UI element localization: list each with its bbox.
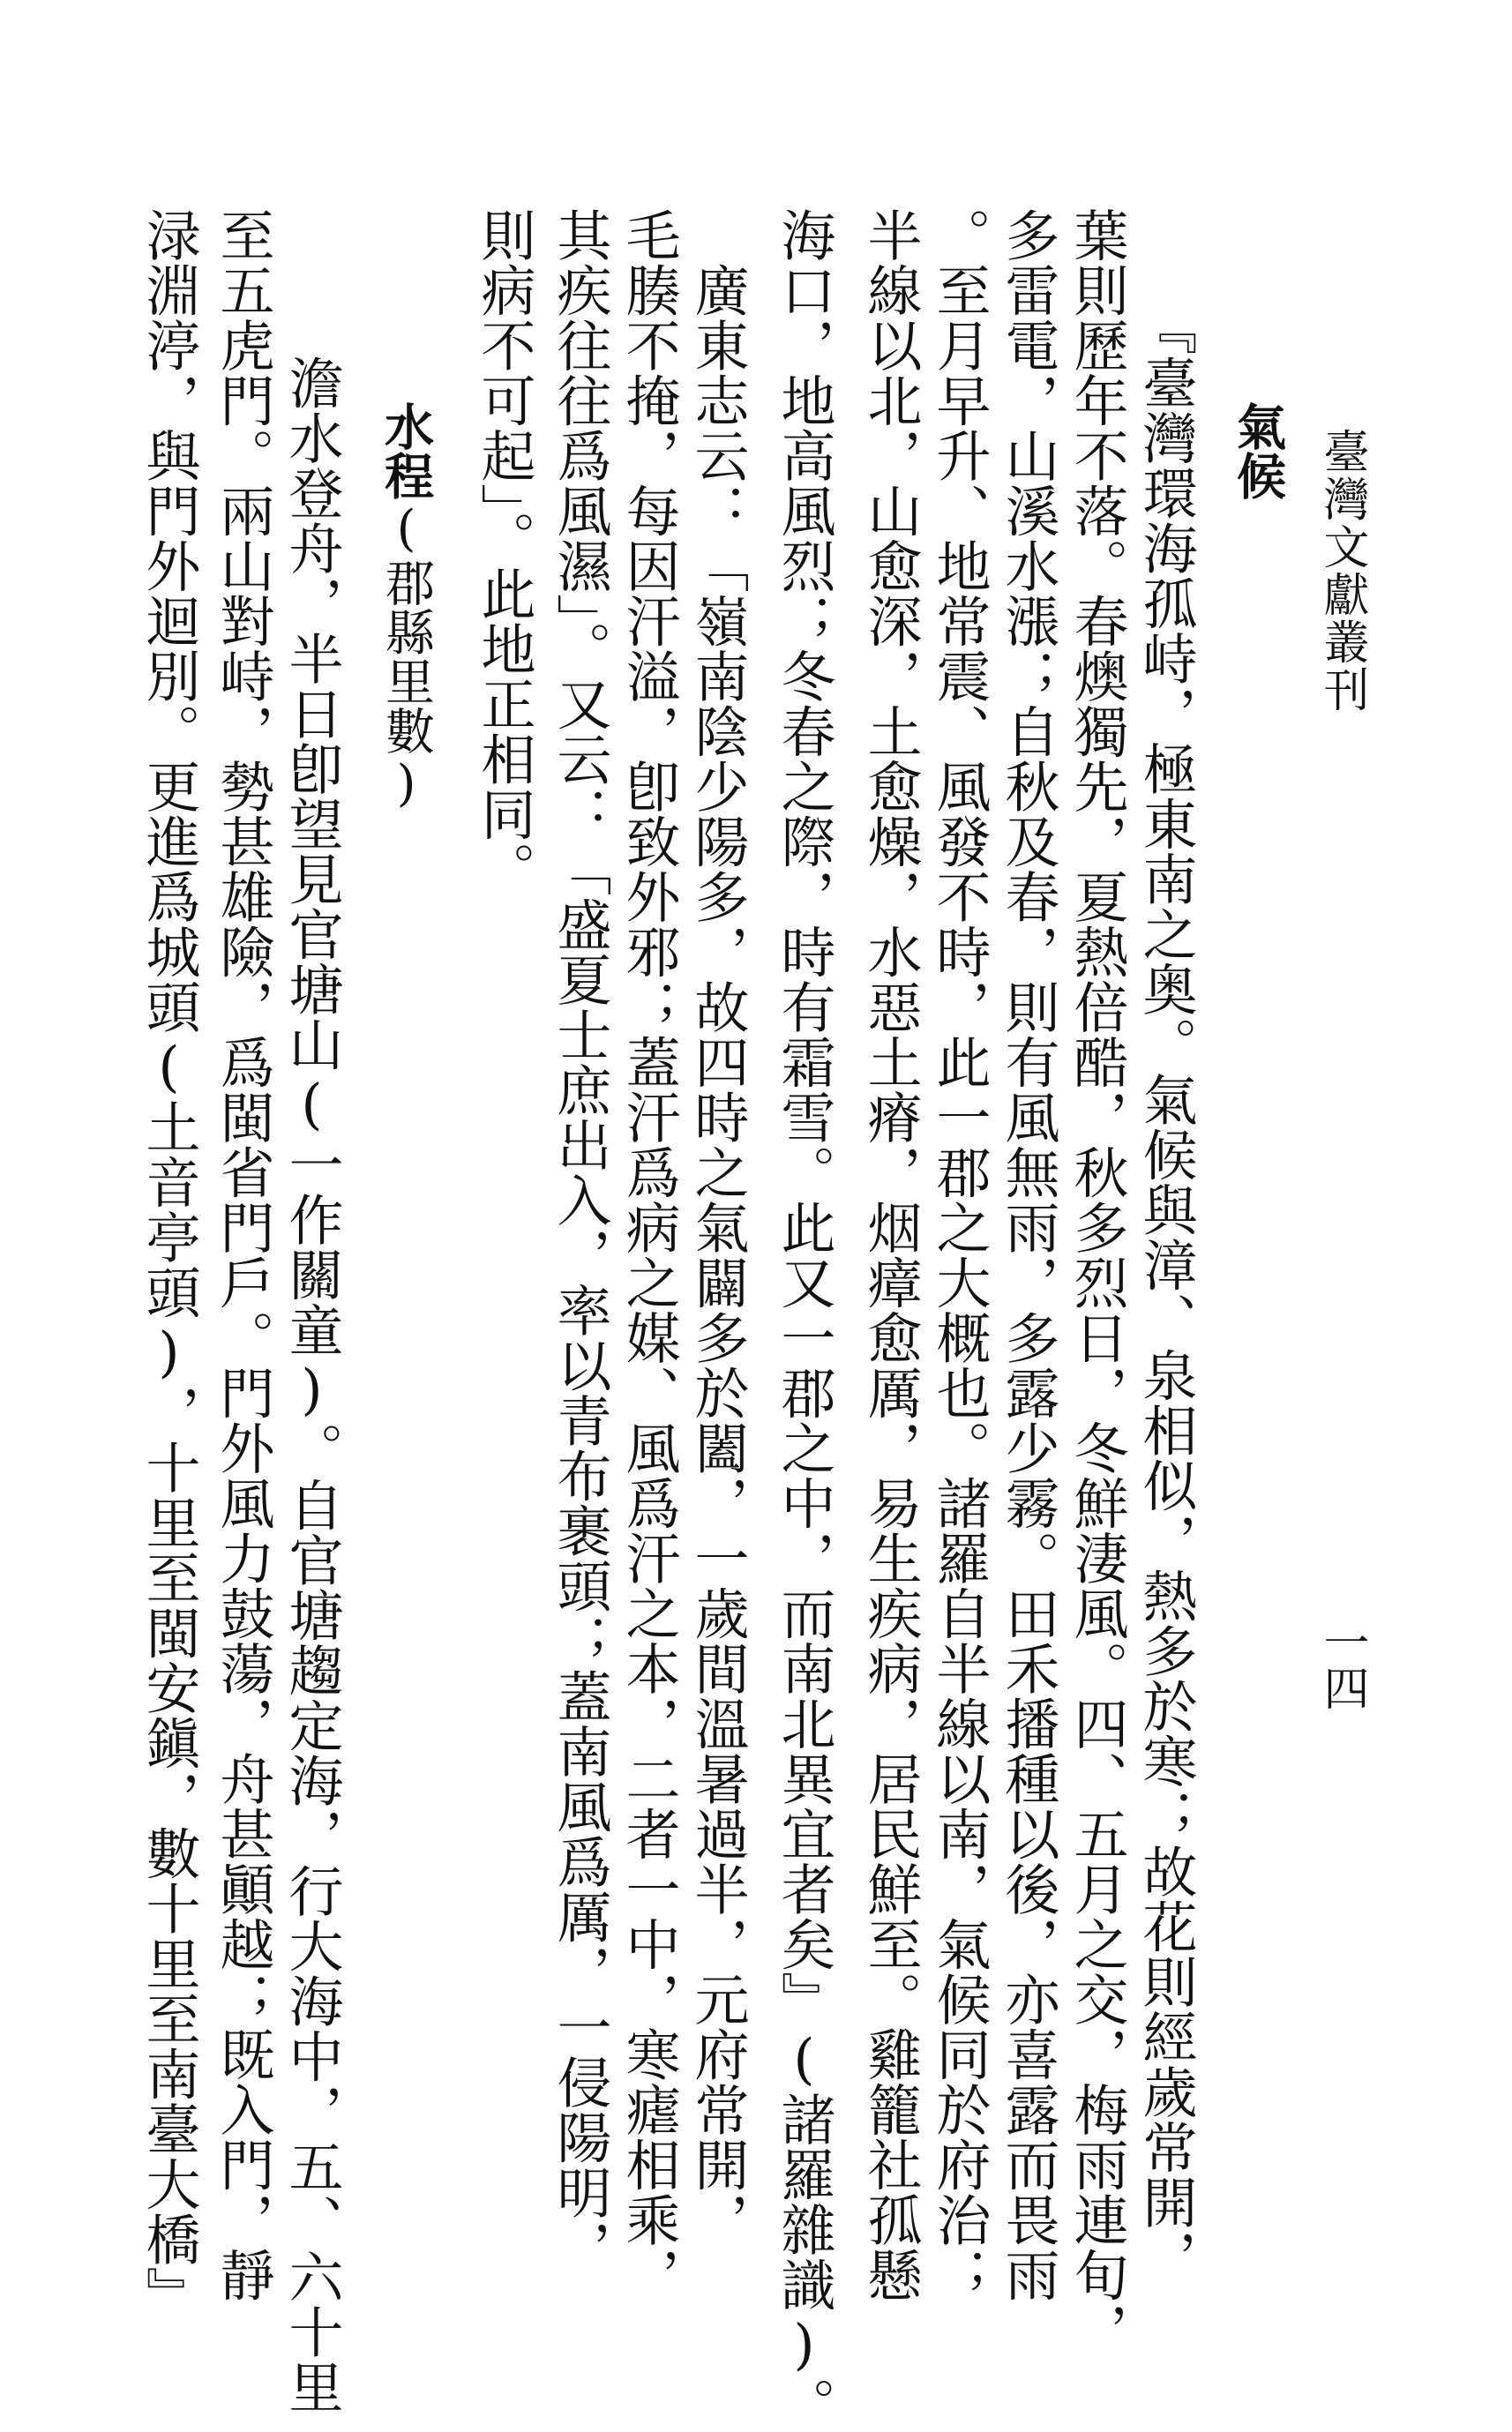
text-column: 則病不可起」。此地正相同。 xyxy=(472,207,536,897)
text-column: 其疾往往爲風濕」。又云：「盛夏士庶出入，率以青布裹頭；蓋南風爲厲，一侵陽明， xyxy=(548,207,612,2275)
section-heading xyxy=(377,401,435,812)
text-column: 渌淵渟，與門外迴別。更進爲城頭(土音亭頭)，十里至閩安鎭，數十里至南臺大橋』 xyxy=(137,207,201,2322)
text-column: 半線以北，山愈深，土愈燥，水惡土瘠，烟瘴愈厲，易生疾病，居民鮮至。雞籠社孤懸 xyxy=(858,207,923,2302)
text-column: 海口，地高風烈；冬春之際，時有霜雪。此又一郡之中，而南北異宜者矣』(諸羅雜識)。 xyxy=(772,207,836,2432)
page-number: 一四 xyxy=(1315,1619,1368,1710)
text-column: 。至月早升、地常震、風發不時，此一郡之大概也。諸羅自半線以南，氣候同於府治； xyxy=(927,207,992,2302)
text-column: 『臺灣環海孤峙，極東南之奥。氣候與漳、泉相似，熱多於寒；故花則經歲常開， xyxy=(1134,300,1198,2285)
text-column: 毛腠不掩，每因汗溢，卽致外邪；蓋汗爲病之媒、風爲汗之本，二者一中，寒瘧相乘， xyxy=(617,207,681,2302)
section-heading: 氣候 xyxy=(1229,401,1287,500)
text-column: 葉則歷年不落。春燠獨先，夏熱倍酷，秋多烈日，冬鮮淒風。四、五月之交，梅雨連旬， xyxy=(1065,207,1129,2358)
text-column: 澹水登舟，半日卽望見官塘山(一作關童)。自官塘趨定海，行大海中，五、六十里 xyxy=(280,300,344,2414)
section-heading-note: (郡縣里數) xyxy=(378,500,435,812)
text-column: 多雷電，山溪水漲；自秋及春，則有風無雨，多露少霧。田禾播種以後，亦喜露而畏雨 xyxy=(996,207,1060,2302)
text-column: 廣東志云：「嶺南陰少陽多，故四時之氣闢多於闔，一歲間溫暑過半，元府常開， xyxy=(685,207,750,2248)
section-heading-title: 水程 xyxy=(377,401,435,500)
text-column: 至五虎門。兩山對峙，勢甚雄險，爲閩省門戶。門外風力鼓蕩，舟甚顚越；既入門，靜 xyxy=(211,207,275,2302)
series-title: 臺灣文獻叢刊 xyxy=(1315,428,1368,714)
